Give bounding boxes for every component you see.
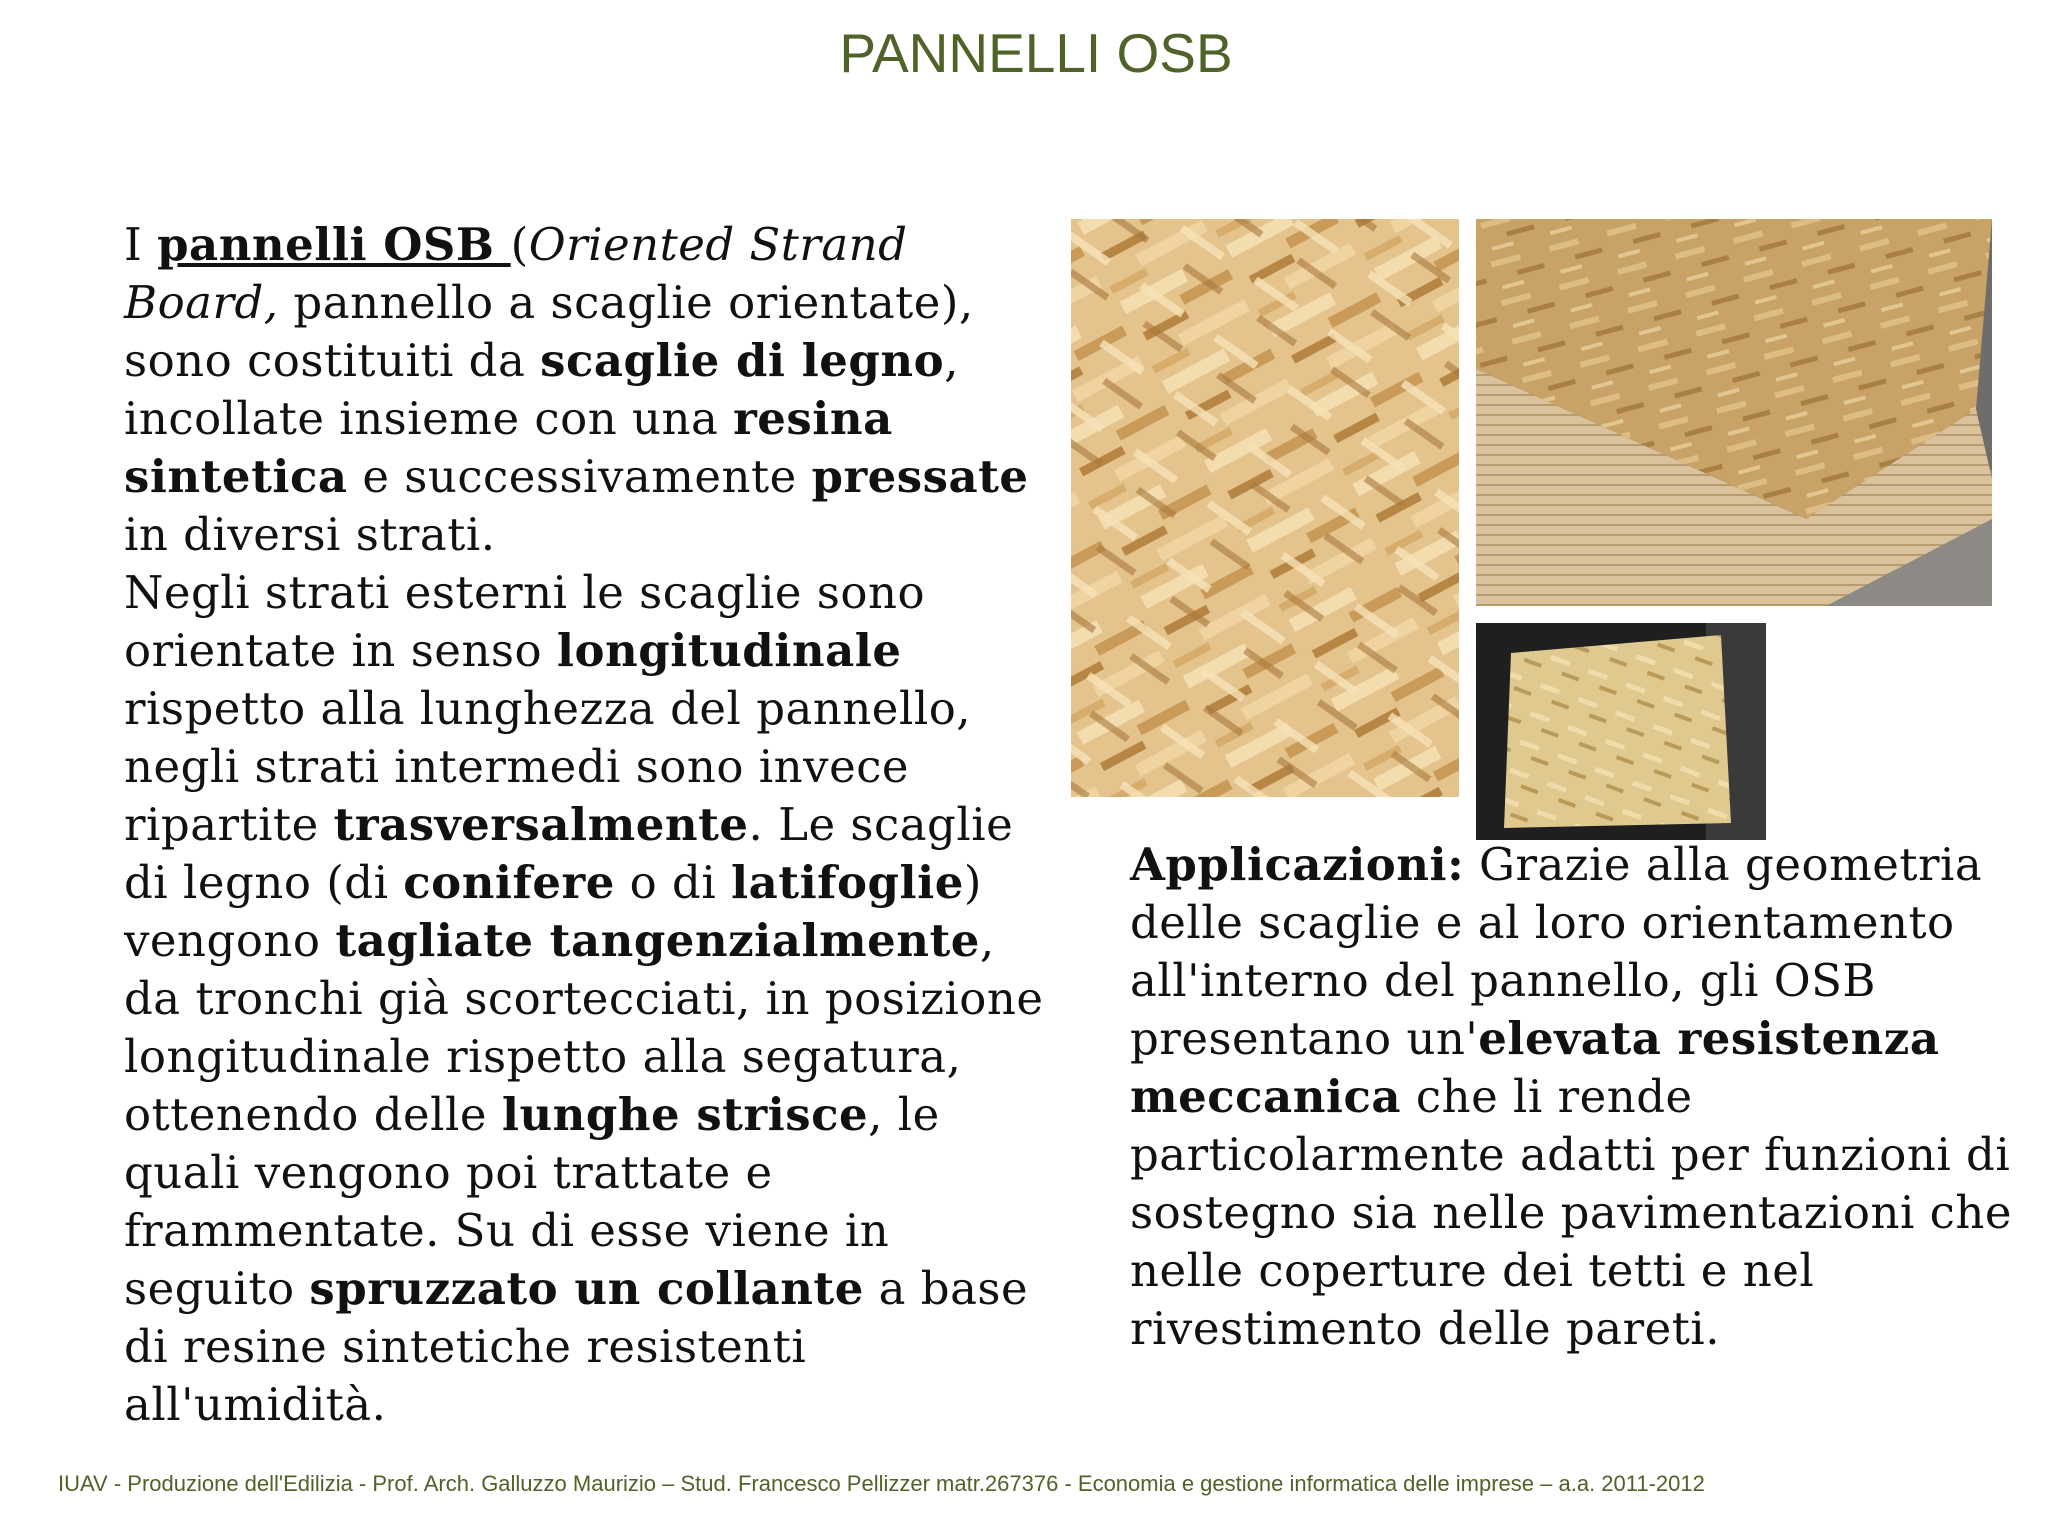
description-paragraph xyxy=(124,216,1064,1434)
text-run: o di xyxy=(614,856,732,909)
text-run: ( xyxy=(510,218,529,271)
text-run: ) vengono xyxy=(124,856,982,967)
term-latifoglie: latifoglie xyxy=(731,856,964,909)
slide-title: PANNELLI OSB xyxy=(839,22,1233,84)
applications-heading: Applicazioni: xyxy=(1130,838,1465,891)
term-trasversalmente: trasversalmente xyxy=(333,798,749,851)
text-run: e successivamente xyxy=(347,450,812,503)
term-resina-sintetica: resina sintetica xyxy=(124,392,893,503)
text-run: . Le scaglie di legno (di xyxy=(124,798,1014,909)
term-elevata-resistenza-meccanica: elevata resistenza meccanica xyxy=(1130,1012,1940,1123)
text-run: rispetto alla lunghezza del pannello, negli strati intermedi sono invece ripartite xyxy=(124,682,972,851)
text-run: I xyxy=(124,218,158,271)
text-run: , da tronchi già scortecciati, in posizione longitudinale rispetto alla segatura, ottenendo delle xyxy=(124,914,1044,1141)
term-oriented-strand-board: Oriented Strand Board, xyxy=(124,218,908,329)
term-spruzzato-un-collante: spruzzato un collante xyxy=(309,1262,864,1315)
text-run: a base di resine sintetiche resistenti all'umidità. xyxy=(124,1262,1029,1431)
text-run: , le quali vengono poi trattate e frammentate. Su di esse viene in seguito xyxy=(124,1088,940,1315)
term-tagliate-tangenzialmente: tagliate tangenzialmente xyxy=(335,914,980,967)
text-run: Grazie alla geometria delle scaglie e al loro orientamento all'interno del pannello, gli OSB presentano un' xyxy=(1130,838,1983,1065)
term-longitudinale: longitudinale xyxy=(556,624,902,677)
text-run: Negli strati esterni le scaglie sono orientate in senso xyxy=(124,566,926,677)
osb-texture-closeup-image xyxy=(1071,219,1459,797)
term-scaglie-di-legno: scaglie di legno xyxy=(540,334,945,387)
term-pannelli-osb: pannelli OSB xyxy=(157,218,511,271)
term-lunghe-strisce: lunghe strisce xyxy=(501,1088,869,1141)
term-pressate: pressate xyxy=(811,450,1029,503)
slide-footer: IUAV - Produzione dell'Edilizia - Prof. Arch. Galluzzo Maurizio – Stud. Francesco Pellizzer matr.267376 - Economia e gestione informatica delle imprese – a.a. 2011-2012 xyxy=(58,1471,1705,1496)
term-conifere: conifere xyxy=(403,856,615,909)
text-run: , incollate insieme con una xyxy=(124,334,959,445)
text-run: pannello a scaglie orientate), sono costituiti da xyxy=(124,276,974,387)
osb-panel-stack-image xyxy=(1476,219,1992,606)
osb-panel-dark-image xyxy=(1476,623,1766,840)
text-run: che li rende particolarmente adatti per funzioni di sostegno sia nelle pavimentazioni che nelle coperture dei tetti e nel rivestimento delle pareti. xyxy=(1130,1070,2012,1355)
applications-paragraph xyxy=(1130,836,2042,1358)
text-run: in diversi strati. xyxy=(124,508,496,561)
